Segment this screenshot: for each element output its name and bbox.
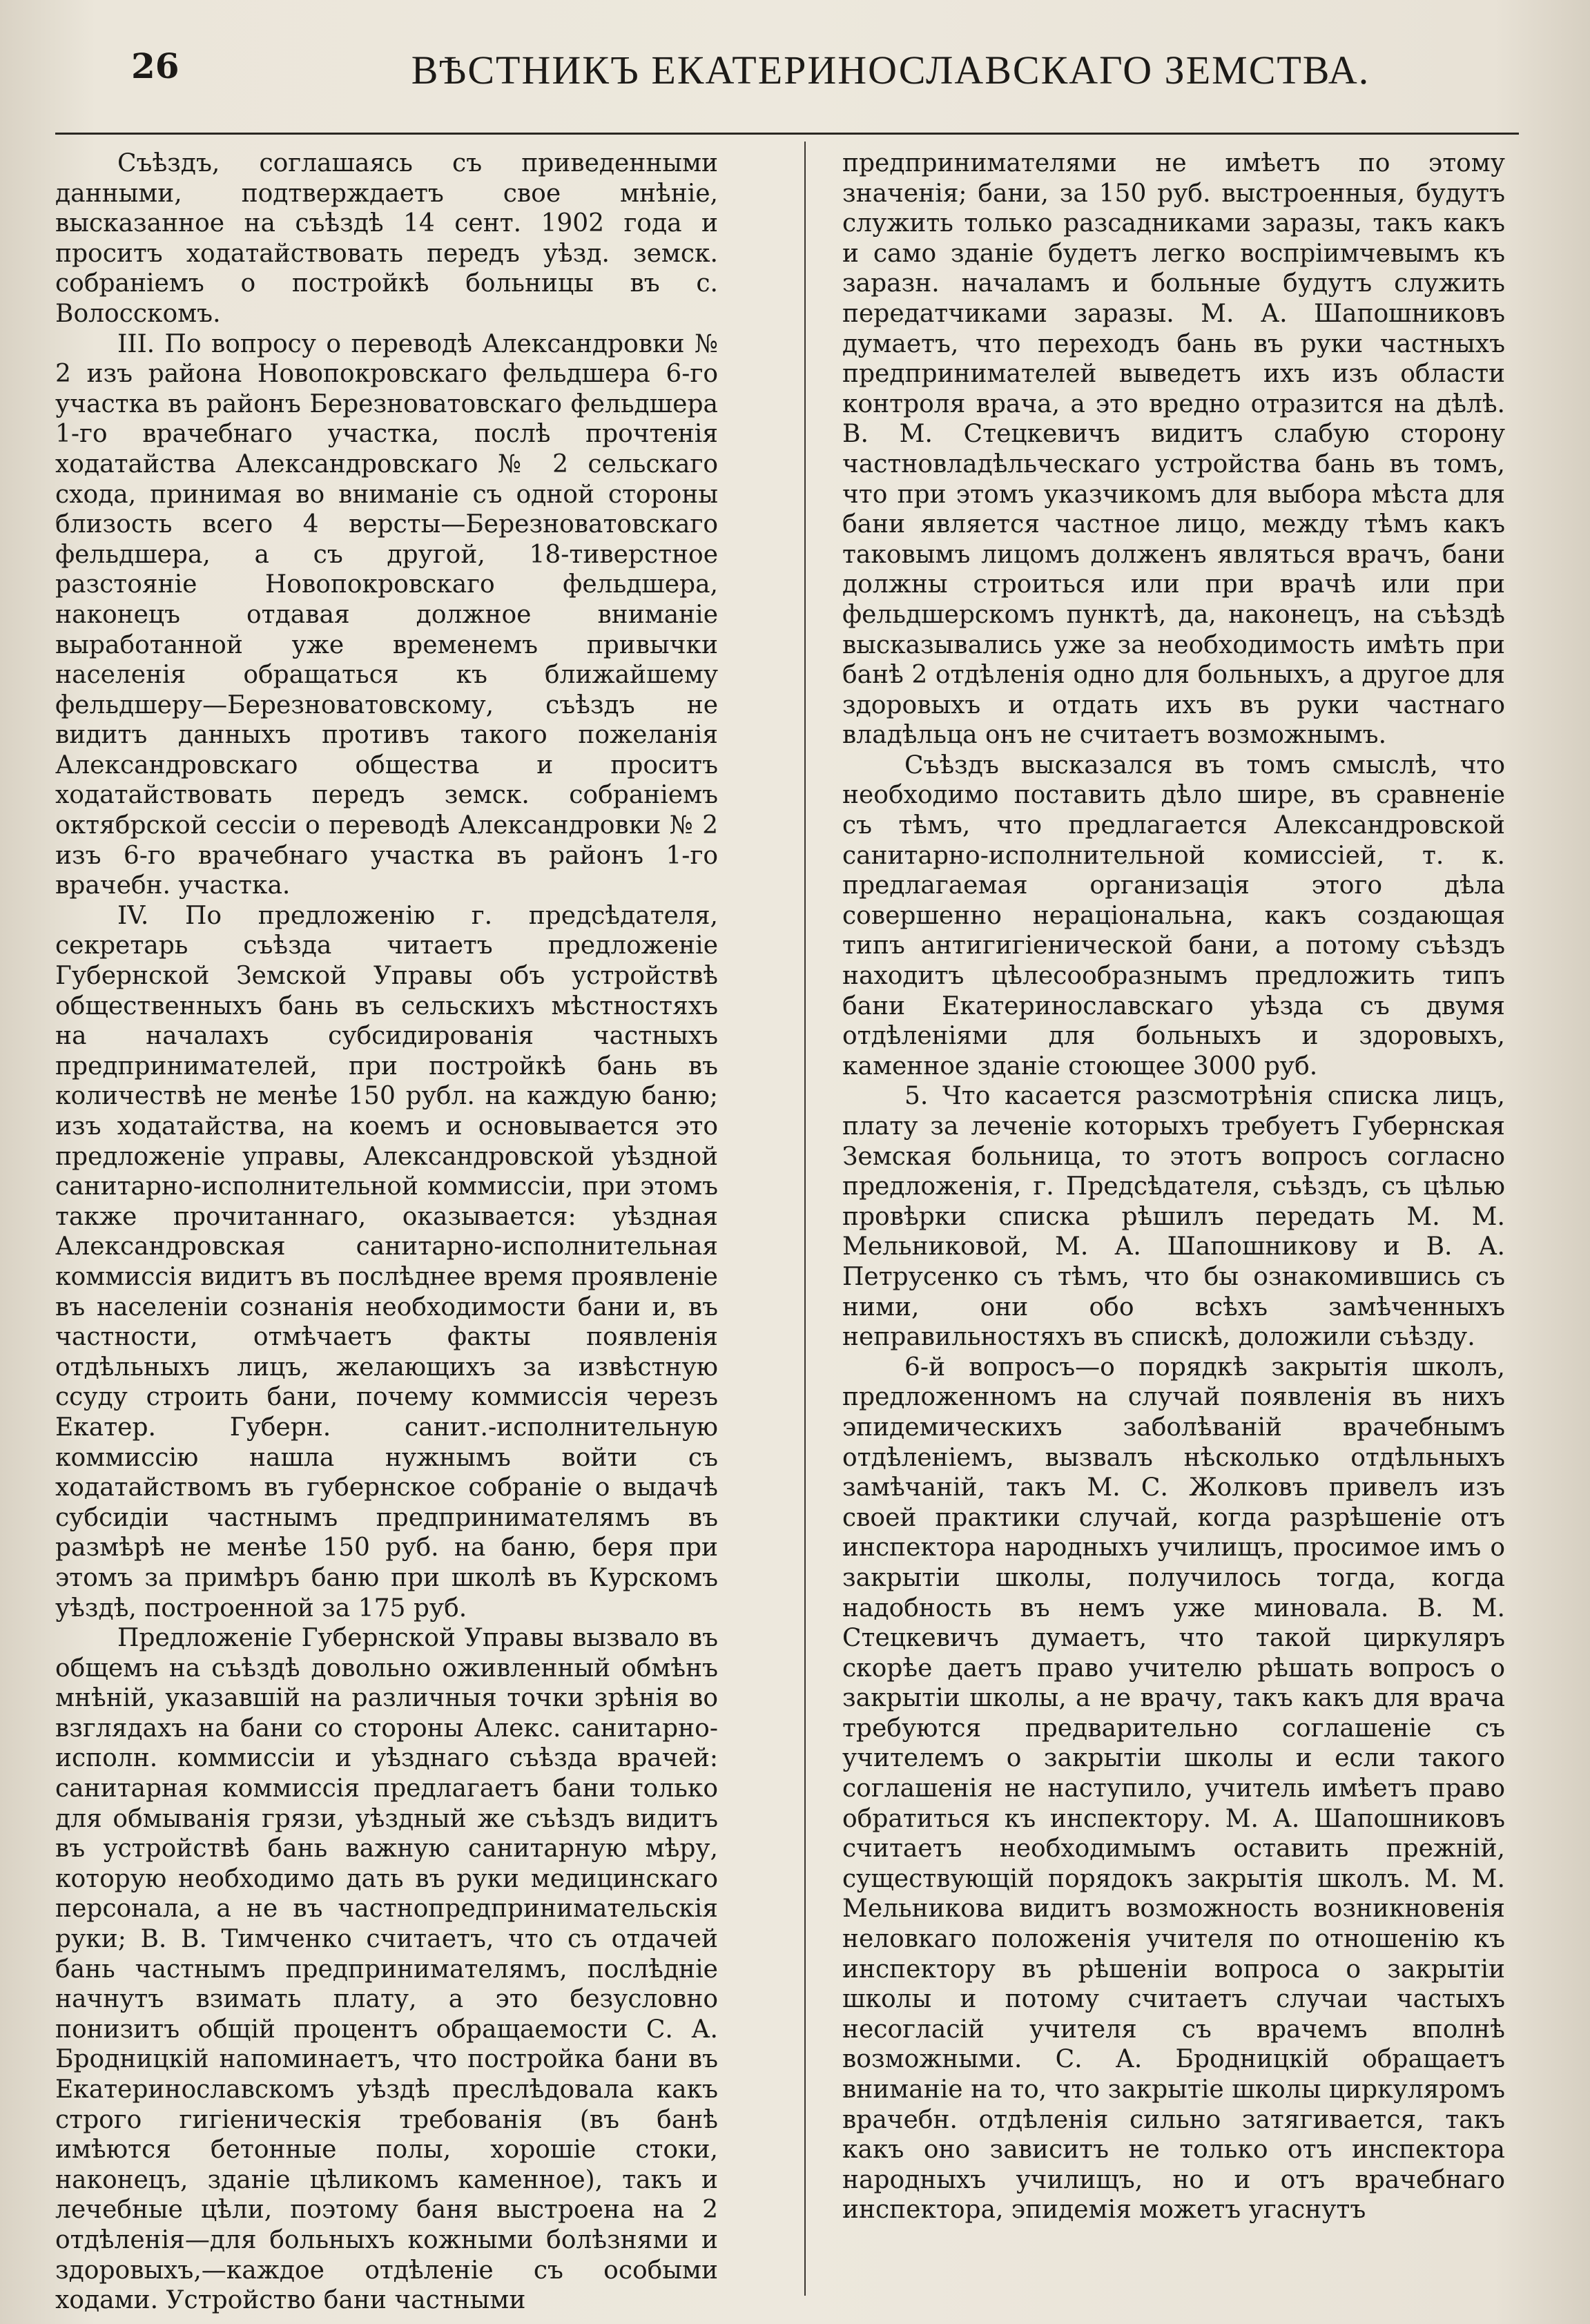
left-column	[55, 148, 718, 2315]
column-divider	[804, 142, 806, 2296]
page-header	[104, 41, 1519, 107]
journal-title: ВѢСТНИКЪ ЕКАТЕРИНОСЛАВСКАГО ЗЕМСТВА.	[411, 48, 1370, 93]
right-column	[842, 148, 1505, 2296]
paragraph: Съѣздъ, соглашаясь съ приведенными данными, подтверждаетъ свое мнѣніе, высказанное на съѣздѣ 14 сент. 1902 года и проситъ ходатайствовать передъ уѣзд. земск. собраніемъ о постройкѣ больницы въ с. Волосскомъ.	[55, 149, 718, 328]
paragraph: Съѣздъ высказался въ томъ смыслѣ, что необходимо поставить дѣло шире, въ сравненіе съ тѣмъ, что предлагается Александровской санитарно-исполнительной комиссіей, т. к. предлагаемая организація этого дѣла совершенно нераціональна, какъ создающая типъ антигигіенической бани, а потому съѣздъ находитъ цѣлесообразнымъ предложить типъ бани Екатеринославскаго уѣзда съ двумя отдѣленіями для больныхъ и здоровыхъ, каменное зданіе стоющее 3000 руб.	[842, 751, 1505, 1081]
paragraph: предпринимателями не имѣетъ по этому значенія; бани, за 150 руб. выстроенныя, будутъ служить только разсадниками заразы, такъ какъ и само зданіе будетъ легко воспріимчевымъ къ заразн. началамъ и больные будутъ служить передатчиками заразы. М. А. Шапошниковъ думаетъ, что переходъ бань въ руки частныхъ предпринимателей выведетъ ихъ изъ области контроля врача, а это вредно отразится на дѣлѣ. В. М. Стецкевичъ видитъ слабую сторону частновладѣльческаго устройства бань въ томъ, что при этомъ указчикомъ для выбора мѣста для бани является частное лицо, между тѣмъ какъ таковымъ лицомъ долженъ являться врачъ, бани должны строиться или при врачѣ или при фельдшерскомъ пунктѣ, да, наконецъ, на съѣздѣ высказывались уже за необходимость имѣть при банѣ 2 отдѣленія одно для больныхъ, а другое для здоровыхъ и отдать ихъ въ руки частнаго владѣльца онъ не считаетъ возможнымъ.	[842, 149, 1505, 750]
paragraph: III. По вопросу о переводѣ Александровки № 2 изъ района Новопокровскаго фельдшера 6-го участка въ районъ Березноватовскаго фельдшера 1-го врачебнаго участка, послѣ прочтенія ходатайства Александровскаго № 2 сельскаго схода, принимая во вниманіе съ одной стороны близость всего 4 версты—Березноватовскаго фельдшера, а съ другой, 18-тиверстное разстояніе Новопокровскаго фельдшера, наконецъ отдавая должное вниманіе выработанной уже временемъ привычки населенія обращаться къ ближайшему фельдшеру—Березноватовскому, съѣздъ не видитъ данныхъ противъ такого пожеланія Александровскаго общества и проситъ ходатайствовать передъ земск. собраніемъ октябрской сессіи о переводѣ Александровки № 2 изъ 6-го врачебнаго участка въ районъ 1-го врачебн. участка.	[55, 329, 718, 900]
page-number: 26	[131, 46, 180, 86]
paragraph: Предложеніе Губернской Управы вызвало въ общемъ на съѣздѣ довольно оживленный обмѣнъ мнѣній, указавшій на различныя точки зрѣнія во взглядахъ на бани со стороны Алекс. санитарно-исполн. коммиссіи и уѣзднаго съѣзда врачей: санитарная коммиссія предлагаетъ бани только для обмыванія грязи, уѣздный же съѣздъ видитъ въ устройствѣ бань важную санитарную мѣру, которую необходимо дать въ руки медицинскаго персонала, а не въ частнопредпринимательскія руки; В. В. Тимченко считаетъ, что съ отдачей бань частнымъ предпринимателямъ, послѣдніе начнутъ взимать плату, а это безусловно понизитъ общій процентъ обращаемости С. А. Бродницкій напоминаетъ, что постройка бани въ Екатеринославскомъ уѣздѣ преслѣдовала какъ строго гигіеническія требованія (въ банѣ имѣются бетонные полы, хорошіе стоки, наконецъ, зданіе цѣликомъ каменное), такъ и лечебные цѣли, поэтому баня выстроена на 2 отдѣленія—для больныхъ кожными болѣзнями и здоровыхъ,—каждое отдѣленіе съ особыми ходами. Устройство бани частными	[55, 1624, 718, 2315]
paragraph: IV. По предложенію г. предсѣдателя, секретарь съѣзда читаетъ предложеніе Губернской Земской Управы объ устройствѣ общественныхъ бань въ сельскихъ мѣстностяхъ на началахъ субсидированія частныхъ предпринимателей, при постройкѣ бань въ количествѣ не менѣе 150 рубл. на каждую баню; изъ ходатайства, на коемъ и основывается это предложеніе управы, Александровской уѣздной санитарно-исполнительной коммиссіи, при этомъ также прочитаннаго, оказывается: уѣздная Александровская санитарно-исполнительная коммиссія видитъ въ послѣднее время проявленіе въ населеніи сознанія необходимости бани и, въ частности, отмѣчаетъ факты появленія отдѣльныхъ лицъ, желающихъ за извѣстную ссуду строить бани, почему коммиссія черезъ Екатер. Губерн. санит.-исполнительную коммиссію нашла нужнымъ войти съ ходатайствомъ въ губернское собраніе о выдачѣ субсидіи частнымъ предпринимателямъ въ размѣрѣ не менѣе 150 руб. на баню, беря при этомъ за примѣръ баню при школѣ въ Курскомъ уѣздѣ, построенной за 175 руб.	[55, 901, 718, 1623]
paragraph: 5. Что касается разсмотрѣнія списка лицъ, плату за леченіе которыхъ требуетъ Губернская Земская больница, то этотъ вопросъ согласно предложенія, г. Предсѣдателя, съѣздъ, съ цѣлью провѣрки списка рѣшилъ передать М. М. Мельниковой, М. А. Шапошникову и В. А. Петрусенко съ тѣмъ, что бы ознакомившись съ ними, они обо всѣхъ замѣченныхъ неправильностяхъ въ спискѣ, доложили съѣзду.	[842, 1082, 1505, 1352]
paragraph: 6-й вопросъ—о порядкѣ закрытія школъ, предложенномъ на случай появленія въ нихъ эпидемическихъ заболѣваній врачебнымъ отдѣленіемъ, вызвалъ нѣсколько отдѣльныхъ замѣчаній, такъ М. С. Жолковъ привелъ изъ своей практики случай, когда разрѣшеніе отъ инспектора народныхъ училищъ, просимое имъ о закрытіи школы, получилось тогда, когда надобность въ немъ уже миновала. В. М. Стецкевичъ думаетъ, что такой циркуляръ скорѣе даетъ право учителю рѣшать вопросъ о закрытіи школы, а не врачу, такъ какъ для врача требуются предварительно соглашеніе съ учителемъ о закрытіи школы и если такого соглашенія не наступило, учитель имѣетъ право обратиться къ инспектору. М. А. Шапошниковъ считаетъ необходимымъ оставить прежній, существующій порядокъ закрытія школъ. М. М. Мельникова видитъ возможность возникновенія неловкаго положенія учителя по отношенію къ инспектору въ рѣшеніи вопроса о закрытіи школы и потому считаетъ случаи частыхъ несогласій учителя съ врачемъ вполнѣ возможными. С. А. Бродницкій обращаетъ вниманіе на то, что закрытіе школы циркуляромъ врачебн. отдѣленія сильно затягивается, такъ какъ оно зависитъ не только отъ инспектора народныхъ училищъ, но и отъ врачебнаго инспектора, эпидемія можетъ угаснутъ	[842, 1353, 1505, 2225]
header-rule	[55, 133, 1519, 135]
